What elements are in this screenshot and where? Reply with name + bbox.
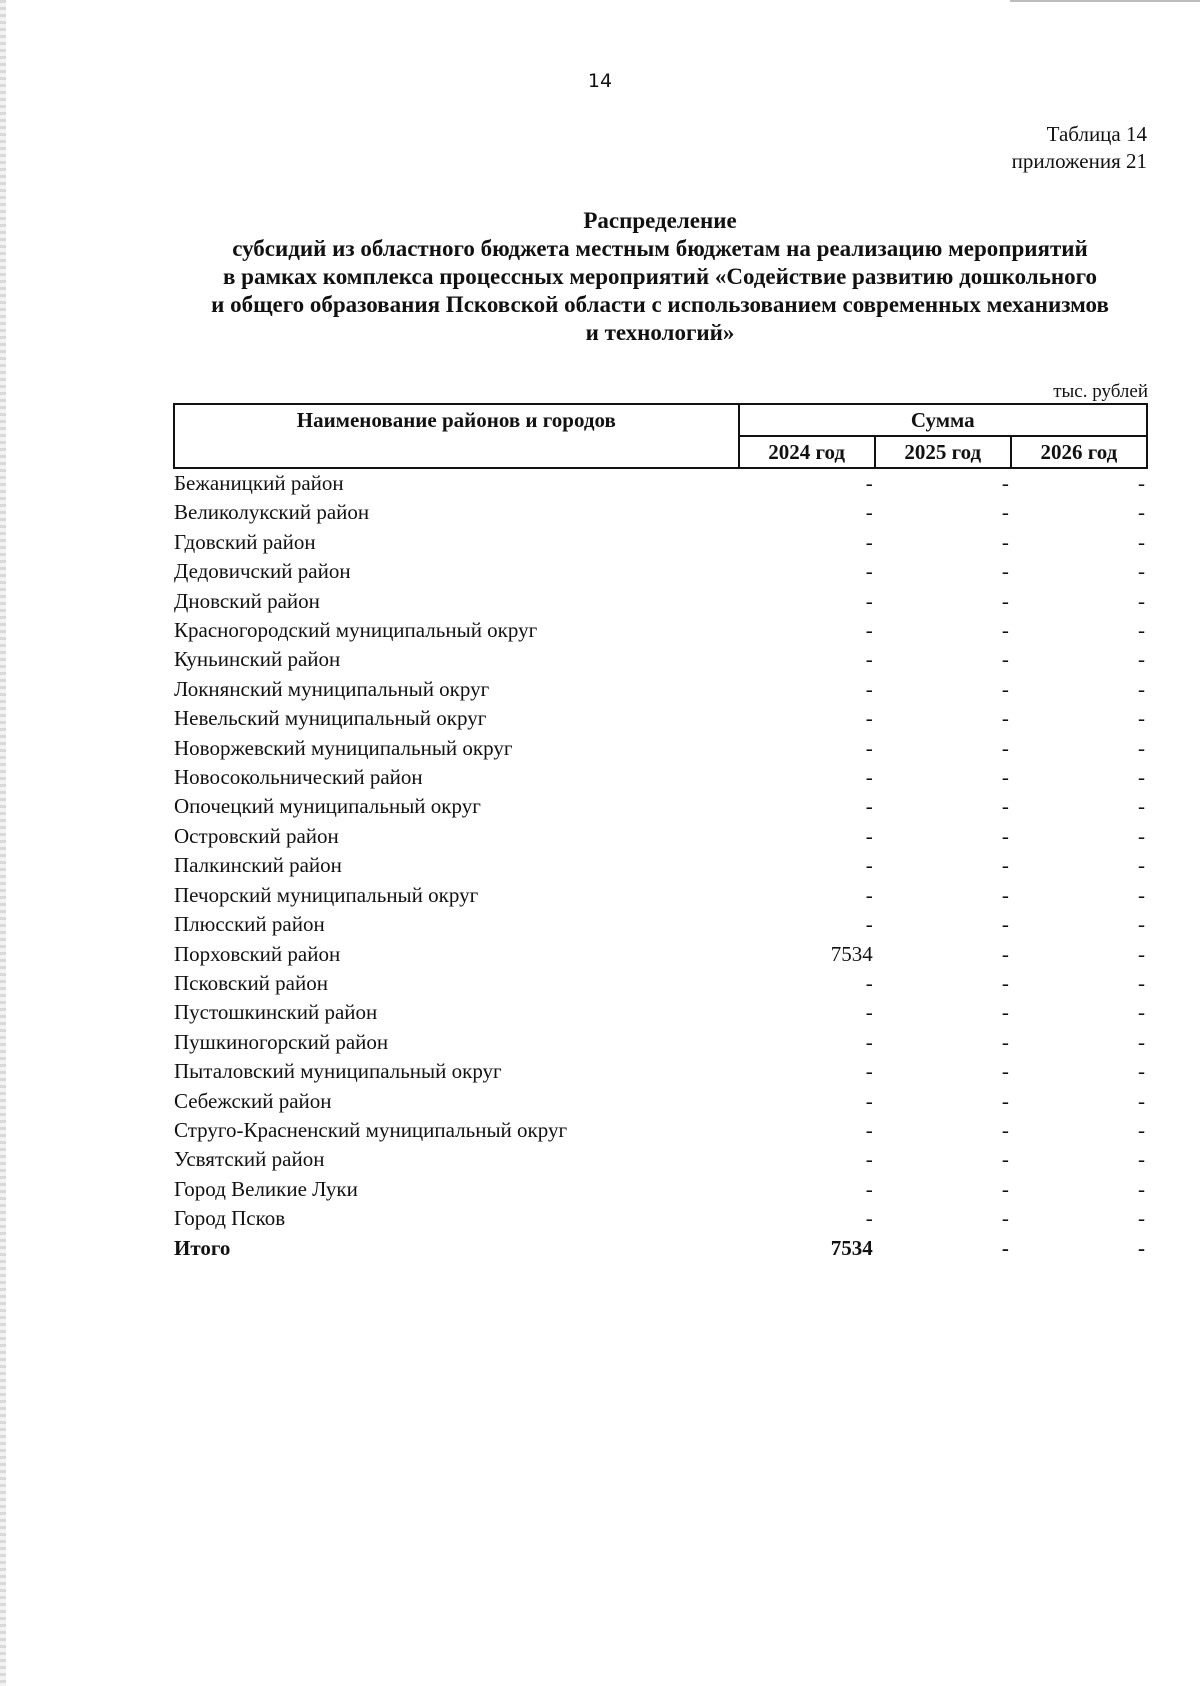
value-2025: - [1001,1088,1009,1113]
subsidy-table [173,403,1148,1263]
value-2024: - [865,735,873,760]
value-2024: - [865,853,873,878]
value-2024: - [865,912,873,937]
district-name: Дедовичский район [174,559,351,584]
value-2024: - [865,500,873,525]
table-row [174,851,1147,880]
district-name: Плюсский район [174,912,325,937]
header-year-2024: 2024 год [739,436,875,468]
value-2026: - [1138,765,1145,790]
district-name: Новоржевский муниципальный округ [174,735,513,760]
table-row [174,675,1147,704]
value-2026: - [1138,1147,1145,1172]
value-2024: - [865,559,873,584]
units-label: тыс. рублей [1053,381,1148,402]
value-2026: - [1138,618,1145,643]
value-2024: - [865,588,873,613]
value-2024: - [865,823,873,848]
value-2024: - [865,1147,873,1172]
value-2025: - [1001,559,1009,584]
value-2026: - [1138,500,1145,525]
table-row [174,998,1147,1027]
value-2026: - [1138,970,1145,995]
scan-edge-left [0,0,6,1686]
value-2026: - [1138,559,1145,584]
table-reference-line-2: приложения 21 [1011,149,1147,173]
value-2026: - [1138,647,1145,672]
title-line-5: и технологий» [585,320,735,345]
value-2024: - [865,1117,873,1142]
value-2024: - [865,618,873,643]
district-name: Струго-Красненский муниципальный округ [174,1117,568,1142]
title-line-3: в рамках комплекса процессных мероприятий «Содействие развитию дошкольного [222,264,1097,289]
title-line-4: и общего образования Псковской области с использованием современных механизмов [211,292,1109,317]
table-row [174,1028,1147,1057]
value-2026: - [1138,1117,1145,1142]
value-2026: - [1138,1059,1145,1084]
scan-edge-top [1010,0,1200,2]
district-name: Палкинский район [174,853,342,878]
table-row [174,557,1147,586]
table-row [174,763,1147,792]
value-2024: - [865,1088,873,1113]
value-2026: - [1138,1029,1145,1054]
value-2026: - [1138,1176,1145,1201]
district-name: Опочецкий муниципальный округ [174,794,481,819]
table-row [174,1204,1147,1233]
value-2024: - [865,706,873,731]
value-2026: - [1138,1000,1145,1025]
table-row [174,881,1147,910]
table-row [174,910,1147,939]
table-row [174,645,1147,674]
value-2025: - [1001,823,1009,848]
value-2024: - [865,1000,873,1025]
table-reference-line-1: Таблица 14 [1046,122,1147,146]
table-row [174,1087,1147,1116]
value-2024: - [865,970,873,995]
value-2024: - [865,676,873,701]
table-row [174,498,1147,527]
value-2026: - [1138,794,1145,819]
district-name: Себежский район [174,1088,332,1113]
value-2024: - [865,882,873,907]
district-name: Усвятский район [174,1147,325,1172]
value-2025: - [1001,1117,1009,1142]
value-2025: - [1001,500,1009,525]
value-2025: - [1001,1147,1009,1172]
value-2024: - [865,1176,873,1201]
value-2025: - [1001,618,1009,643]
table-row [174,1175,1147,1204]
value-2026: - [1138,676,1145,701]
value-2024: - [865,1029,873,1054]
table-row [174,940,1147,969]
table-row [174,1057,1147,1086]
district-name: Город Великие Луки [174,1176,358,1201]
district-name: Пыталовский муниципальный округ [174,1059,502,1084]
value-2025: - [1001,676,1009,701]
value-2024: - [865,471,873,495]
value-2026: - [1138,529,1145,554]
value-2025: - [1001,1029,1009,1054]
value-2025: - [1001,794,1009,819]
district-name: Невельский муниципальный округ [174,706,487,731]
district-name: Печорский муниципальный округ [174,882,479,907]
district-name: Пустошкинский район [174,1000,378,1025]
value-2025: - [1001,1000,1009,1025]
total-row [174,1234,1147,1263]
table-row [174,1145,1147,1174]
header-sum: Сумма [739,404,1147,436]
table-row [174,969,1147,998]
value-2026: - [1138,588,1145,613]
district-name: Бежаницкий район [174,471,344,495]
value-2025: - [1001,735,1009,760]
district-name: Красногородский муниципальный округ [174,618,538,643]
value-2026: - [1138,706,1145,731]
total-value-2024: 7534 [830,1235,873,1260]
district-name: Локнянский муниципальный округ [174,676,490,701]
value-2026: - [1138,823,1145,848]
table-row [174,468,1147,498]
district-name: Дновский район [174,588,320,613]
value-2026: - [1138,912,1145,937]
table-reference [1012,121,1147,175]
table-body [174,468,1147,1263]
value-2024: - [865,794,873,819]
title-line-2: субсидий из областного бюджета местным бюджетам на реализацию мероприятий [232,236,1088,261]
value-2026: - [1138,471,1145,495]
total-value-2025: - [1001,1235,1009,1260]
value-2024: - [865,1059,873,1084]
table-row [174,704,1147,733]
district-name: Куньинский район [174,647,341,672]
value-2026: - [1138,941,1145,966]
value-2025: - [1001,853,1009,878]
district-name: Город Псков [174,1206,286,1231]
document-title [160,207,1160,347]
district-name: Порховский район [174,941,341,966]
district-name: Новосокольнический район [174,765,423,790]
value-2026: - [1138,735,1145,760]
table-row [174,528,1147,557]
district-name: Гдовский район [174,529,316,554]
table-row [174,1116,1147,1145]
value-2026: - [1138,853,1145,878]
total-label: Итого [174,1235,231,1260]
table-row [174,734,1147,763]
value-2025: - [1001,941,1009,966]
header-year-2025: 2025 год [875,436,1011,468]
value-2025: - [1001,529,1009,554]
value-2025: - [1001,1059,1009,1084]
header-row-1 [174,404,1147,436]
value-2025: - [1001,970,1009,995]
value-2025: - [1001,1206,1009,1231]
district-name: Псковский район [174,970,328,995]
value-2024: - [865,647,873,672]
value-2025: - [1001,647,1009,672]
value-2026: - [1138,1088,1145,1113]
header-year-2026: 2026 год [1011,436,1147,468]
value-2025: - [1001,882,1009,907]
value-2024: - [865,1206,873,1231]
value-2024: - [865,765,873,790]
title-line-1: Распределение [583,208,737,233]
value-2024: 7534 [830,941,873,966]
total-value-2026: - [1138,1235,1145,1260]
district-name: Островский район [174,823,339,848]
district-name: Великолукский район [174,500,370,525]
value-2025: - [1001,588,1009,613]
table-row [174,587,1147,616]
header-name: Наименование районов и городов [174,404,739,468]
table-row [174,822,1147,851]
value-2025: - [1001,1176,1009,1201]
table-row [174,616,1147,645]
district-name: Пушкиногорский район [174,1029,389,1054]
value-2026: - [1138,882,1145,907]
value-2024: - [865,529,873,554]
value-2025: - [1001,912,1009,937]
table-row [174,792,1147,821]
value-2026: - [1138,1206,1145,1231]
value-2025: - [1001,706,1009,731]
value-2025: - [1001,765,1009,790]
value-2025: - [1001,471,1009,495]
page-number: 14 [587,70,613,92]
